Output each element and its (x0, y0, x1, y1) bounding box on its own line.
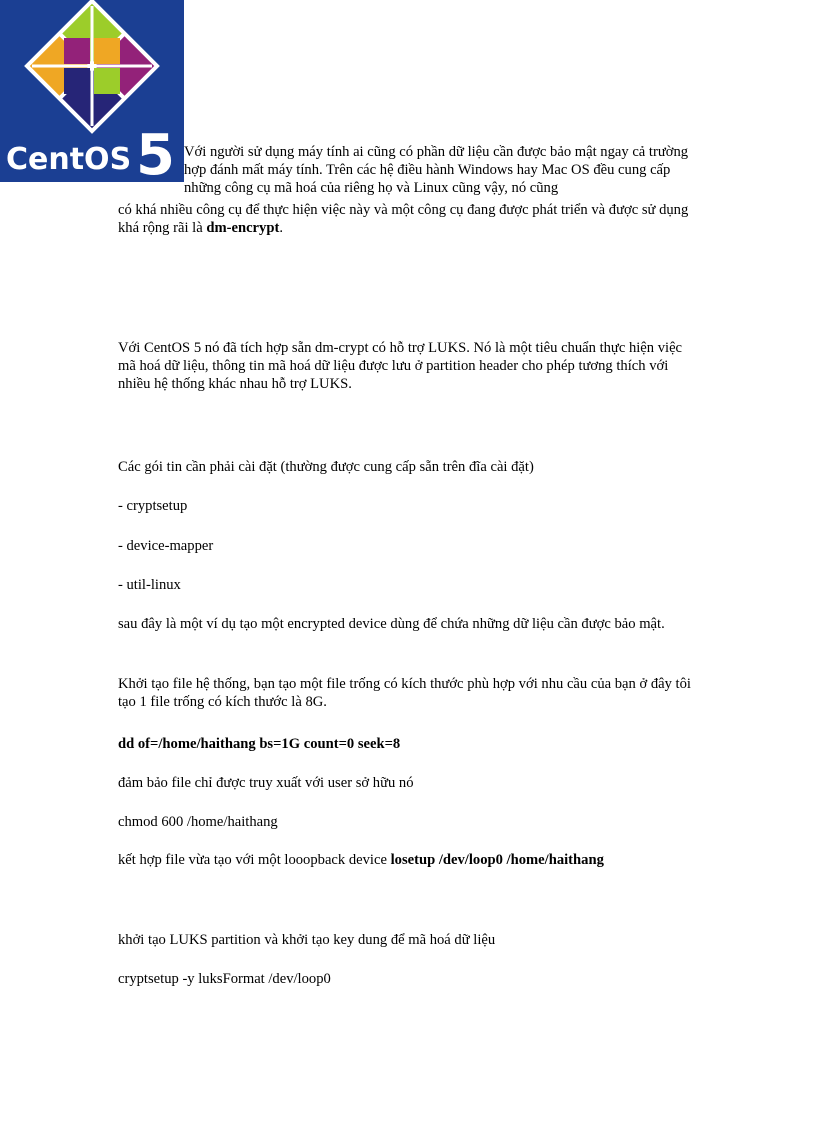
dd-command: dd of=/home/haithang bs=1G count=0 seek=8 (118, 736, 401, 752)
package-item: - cryptsetup (118, 498, 188, 514)
loopback-note: kết hợp file vừa tạo với một looopback device (118, 852, 391, 868)
package-item: - util-linux (118, 577, 181, 593)
intro-text: có khá nhiều công cụ để thực hiện việc này và một công cụ đang được phát triển và được sử dụng khá rộng rãi là (118, 202, 689, 236)
create-file-paragraph: Khởi tạo file hệ thống, bạn tạo một file trống có kích thước phù hợp với nhu cầu của bạn ở đây tôi tạo 1 file trống có kích thước là 8G. (118, 676, 691, 710)
chmod-command: chmod 600 /home/haithang (118, 814, 278, 830)
luksformat-command: cryptsetup -y luksFormat /dev/loop0 (118, 971, 331, 987)
intro-paragraph-end (118, 201, 700, 237)
tool-name: dm-encrypt (206, 220, 280, 236)
centos-logo (0, 0, 184, 188)
luks-paragraph: Với CentOS 5 nó đã tích hợp sẵn dm-crypt có hỗ trợ LUKS. Nó là một tiêu chuẩn thực hiện việc mã hoá dữ liệu, thông tin mã hoá dữ liệu được lưu ở partition header cho phép tương thích với nhiều hệ thống khác nhau hỗ trợ LUKS. (118, 340, 683, 392)
intro-end: . (279, 220, 283, 236)
centos-wordmark: CentOS (6, 142, 132, 177)
luks-init-note: khởi tạo LUKS partition và khởi tạo key dung để mã hoá dữ liệu (118, 932, 496, 948)
losetup-command: losetup /dev/loop0 /home/haithang (390, 852, 604, 868)
example-intro: sau đây là một ví dụ tạo một encrypted device dùng để chứa những dữ liệu cần được bảo mật. (118, 616, 665, 632)
loopback-paragraph (118, 851, 700, 869)
intro-paragraph-start: Với người sử dụng máy tính ai cũng có phần dữ liệu cần được bảo mật ngay cả trường hợp đánh mất máy tính. Trên các hệ điều hành Windows hay Mac OS đều cung cấp những công cụ mã hoá của riêng họ và Linux cũng vậy, nó cũng (184, 144, 689, 196)
packages-intro: Các gói tin cần phải cài đặt (thường được cung cấp sẵn trên đĩa cài đặt) (118, 459, 534, 475)
centos-version: 5 (136, 123, 175, 188)
package-item: - device-mapper (118, 538, 214, 554)
permission-note: đảm bảo file chỉ được truy xuất với user sở hữu nó (118, 775, 414, 791)
